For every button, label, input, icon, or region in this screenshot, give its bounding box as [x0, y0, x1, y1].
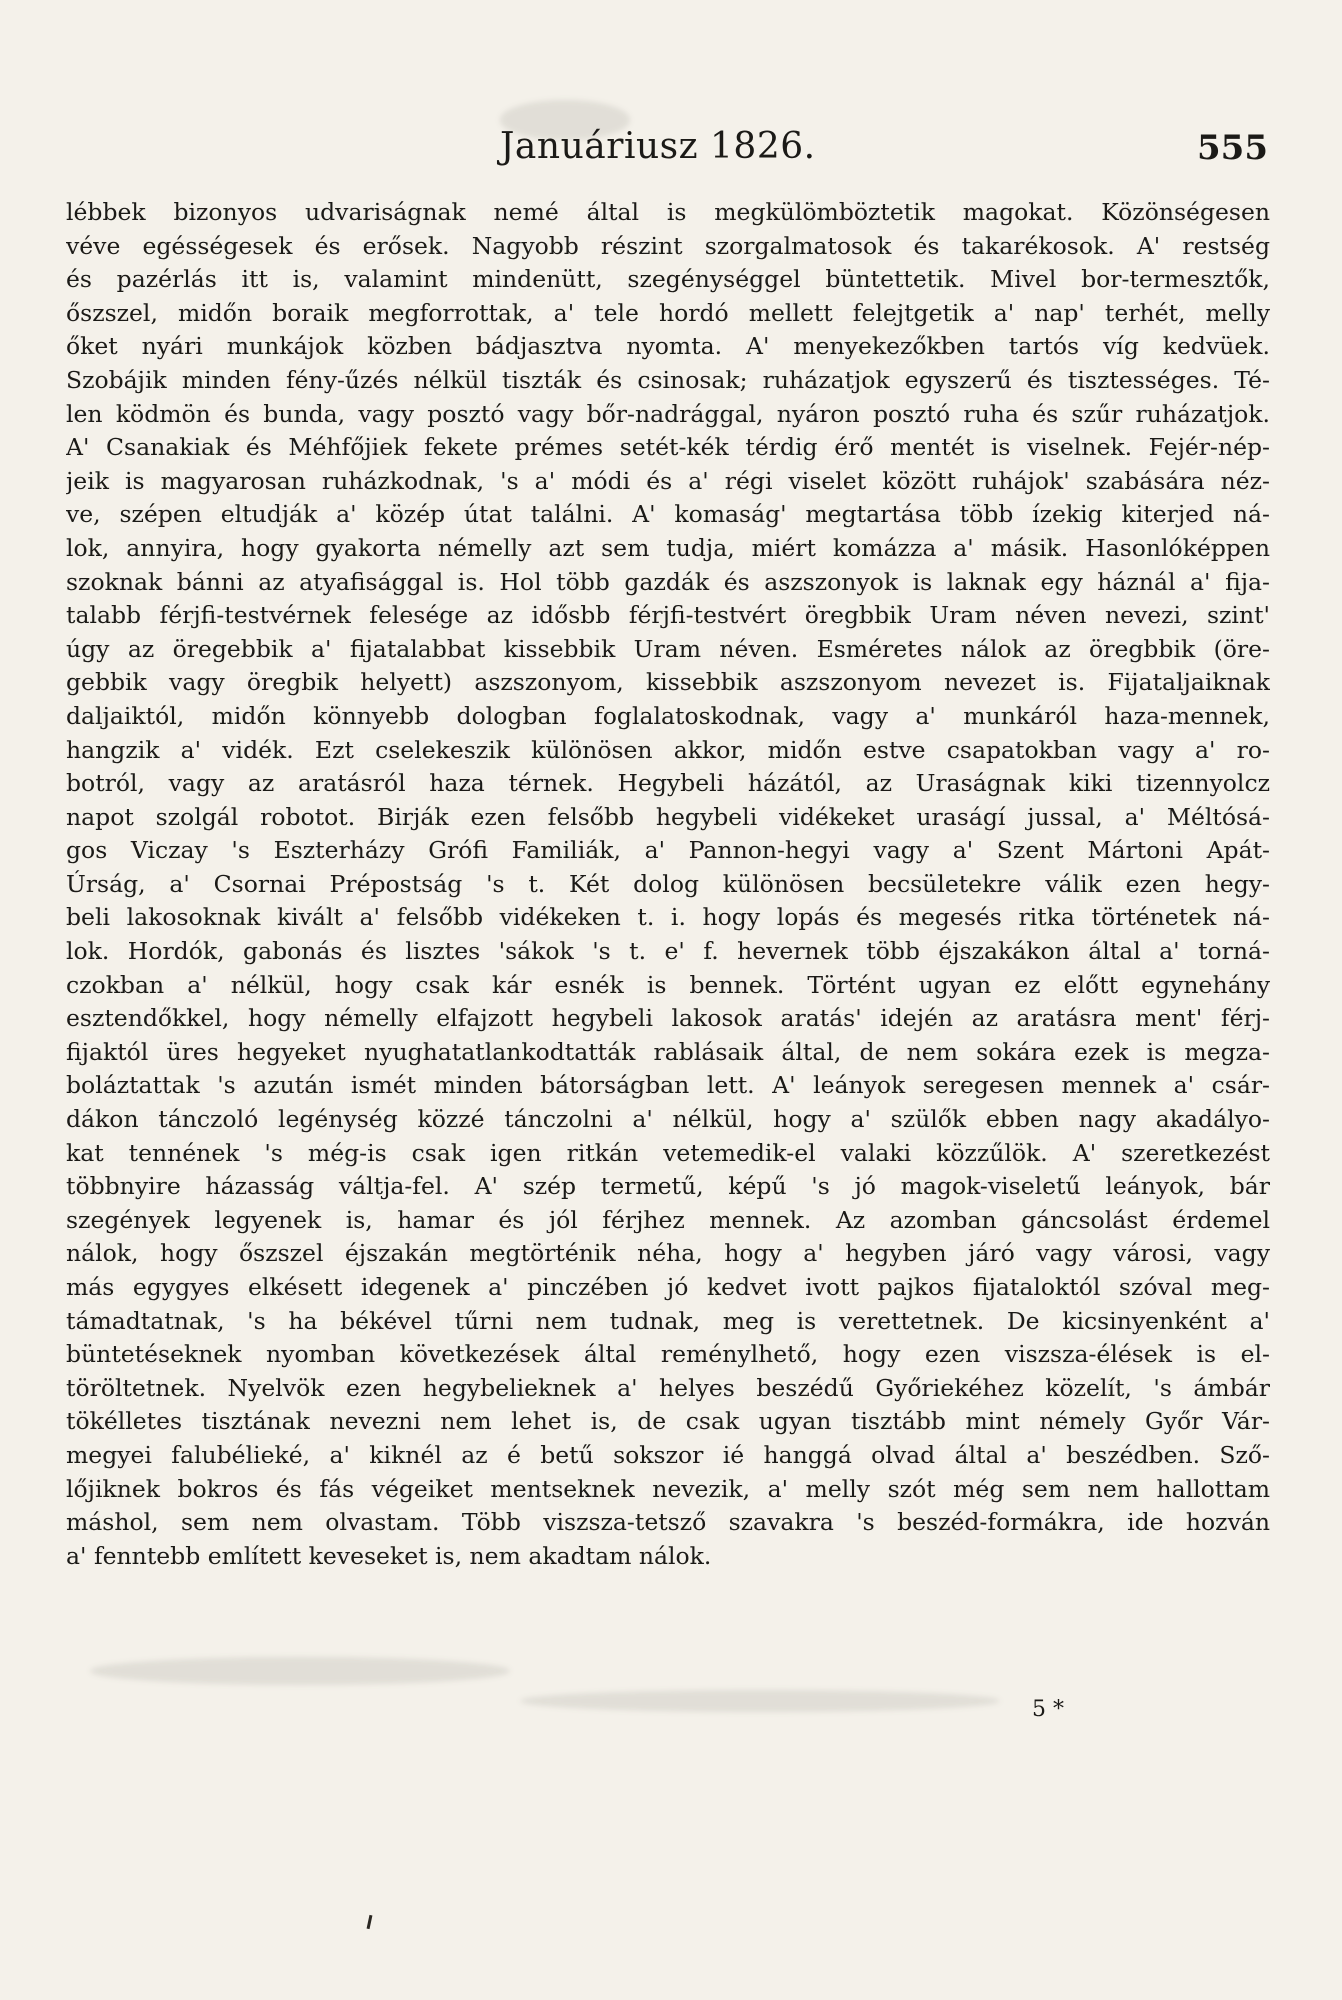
text-line: hangzik a' vidék. Ezt cselekeszik különösen akkor, midőn estve csapatokban vagy a' ro- [66, 735, 1270, 764]
text-line: büntetéseknek nyomban következések által reménylhető, hogy ezen viszsza-élések is el- [66, 1340, 1270, 1369]
text-line: kat tennének 's még-is csak igen ritkán vetemedik-el valaki közzűlök. A' szeretkezést [66, 1138, 1270, 1167]
text-line: gos Viczay 's Eszterházy Grófi Familiák, a' Pannon-hegyi vagy a' Szent Mártoni Apát- [66, 836, 1270, 865]
text-line: Szobájik minden fény-űzés nélkül tiszták és csinosak; ruházatjok egyszerű és tisztességes. Té- [66, 365, 1270, 394]
text-line: esztendőkkel, hogy némelly elfajzott hegybeli lakosok aratás' idején az aratásra ment' férj- [66, 1004, 1270, 1033]
text-line: tökélletes tisztának nevezni nem lehet is, de csak ugyan tisztább mint némely Győr Vár- [66, 1407, 1270, 1436]
text-line: A' Csanakiak és Méhfőjiek fekete prémes setét-kék térdig érő mentét is viselnek. Fejér-nép- [66, 433, 1270, 462]
text-line: czokban a' nélkül, hogy csak kár esnék is bennek. Történt ugyan ez előtt egynehány [66, 970, 1270, 999]
text-line: más egygyes elkésett idegenek a' pinczében jó kedvet ivott pajkos fijataloktól szóval meg- [66, 1273, 1270, 1301]
text-line: véve egésségesek és erősek. Nagyobb részint szorgalmatosok és takarékosok. A' restség [66, 231, 1270, 260]
ink-smudge [520, 1690, 1000, 1712]
text-line: szegények legyenek is, hamar és jól férjhez mennek. Az azomban gáncsolást érdemel [66, 1205, 1270, 1234]
text-line: jeik is magyarosan ruházkodnak, 's a' módi és a' régi viselet között ruhájok' szabására néz- [66, 466, 1270, 495]
stray-ink-mark [367, 1915, 373, 1929]
text-line: nálok, hogy őszszel éjszakán megtörténik néha, hogy a' hegyben járó vagy városi, vagy [66, 1239, 1270, 1268]
text-line: talabb férjfi-testvérnek felesége az idősbb férjfi-testvért öregbbik Uram néven nevezi, szint' [66, 601, 1270, 630]
text-line: lébbek bizonyos udvariságnak nemé által is megkülömböztetik magokat. Közönségesen [66, 198, 1270, 226]
text-line: és pazérlás itt is, valamint mindenütt, szegénységgel büntettetik. Mivel bor-termesztők, [66, 265, 1270, 294]
text-line: őszszel, midőn boraik megforrottak, a' tele hordó mellett felejtgetik a' nap' terhét, melly [66, 298, 1270, 327]
text-line: támadtatnak, 's ha békével tűrni nem tudnak, meg is verettetnek. De kicsinyenként a' [66, 1306, 1270, 1335]
text-line: lok. Hordók, gabonás és lisztes 'sákok 's t. e' f. hevernek több éjszakákon által a' torná- [66, 937, 1270, 966]
signature-mark: 5 * [1032, 1697, 1064, 1722]
running-title: Januáriusz 1826. [500, 126, 816, 167]
page-number: 555 [1197, 128, 1268, 168]
text-line: őket nyári munkájok közben bádjasztva nyomta. A' menyekezőkben tartós víg kedvüek. [66, 332, 1270, 361]
text-line: botról, vagy az aratásról haza térnek. Hegybeli házától, az Uraságnak kiki tizennyolcz [66, 769, 1270, 798]
text-line: töröltetnek. Nyelvök ezen hegybelieknek a' helyes beszédű Győriekéhez közelít, 's ámbár [66, 1373, 1270, 1402]
text-line: lőjiknek bokros és fás végeiket mentseknek nevezik, a' melly szót még sem nem hallottam [66, 1474, 1270, 1503]
text-line: beli lakosoknak kivált a' felsőbb vidékeken t. i. hogy lopás és megesés ritka történetek ná- [66, 903, 1270, 932]
text-line: többnyire házasság váltja-fel. A' szép termetű, képű 's jó magok-viseletű leányok, bár [66, 1172, 1270, 1201]
text-line: napot szolgál robotot. Birják ezen felsőbb hegybeli vidékeket uraságí jussal, a' Méltósá- [66, 802, 1270, 831]
text-line: lok, annyira, hogy gyakorta némelly azt sem tudja, miért komázza a' másik. Hasonlóképpen [66, 533, 1270, 562]
text-line: boláztattak 's azután ismét minden bátorságban lett. A' leányok seregesen mennek a' csár- [66, 1071, 1270, 1100]
text-line: máshol, sem nem olvastam. Több viszsza-tetsző szavakra 's beszéd-formákra, ide hozván [66, 1508, 1270, 1537]
body-text [66, 196, 1270, 1573]
text-line: fijaktól üres hegyeket nyughatatlankodtatták rablásaik által, de nem sokára ezek is megza- [66, 1037, 1270, 1066]
ink-smudge [90, 1657, 510, 1685]
text-line: szoknak bánni az atyafisággal is. Hol több gazdák és aszszonyok is laknak egy háznál a' fija- [66, 567, 1270, 596]
text-line: dákon tánczoló legénység közzé tánczolni a' nélkül, hogy a' szülők ebben nagy akadályo- [66, 1105, 1270, 1134]
text-line: daljaiktól, midőn könnyebb dologban foglalatoskodnak, vagy a' munkáról haza-mennek, [66, 701, 1270, 730]
page-header [60, 126, 1284, 176]
text-line: megyei falubélieké, a' kiknél az é betű sokszor ié hanggá olvad által a' beszédben. Sző- [66, 1440, 1270, 1469]
text-line: a' fenntebb említett keveseket is, nem akadtam nálok. [66, 1541, 712, 1570]
text-line: Úrság, a' Csornai Prépostság 's t. Két dolog különösen becsületekre válik ezen hegy- [66, 869, 1270, 898]
text-line: len ködmön és bunda, vagy posztó vagy bőr-nadrággal, nyáron posztó ruha és szűr ruházatjok. [66, 399, 1270, 428]
text-line: gebbik vagy öregbik helyett) aszszonyom, kissebbik aszszonyom nevezet is. Fijataljaiknak [66, 668, 1270, 697]
text-line: úgy az öregebbik a' fijatalabbat kissebbik Uram néven. Esméretes nálok az öregbbik (öre- [66, 634, 1270, 663]
text-line: ve, szépen eltudják a' közép útat találni. A' komaság' megtartása több ízekig kiterjed ná- [66, 500, 1270, 529]
